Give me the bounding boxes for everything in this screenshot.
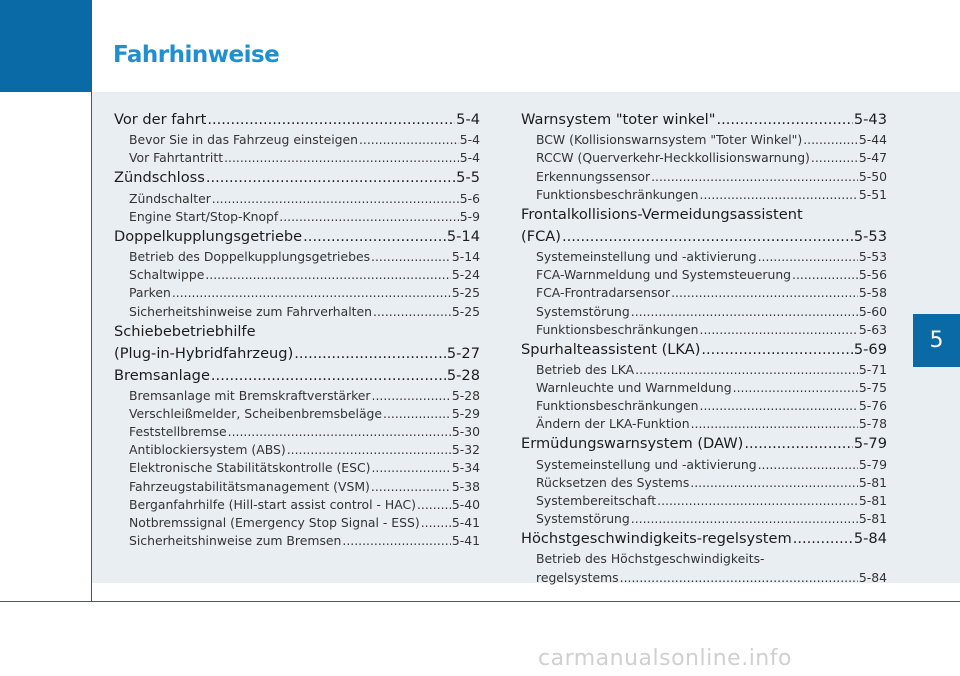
toc-entry-title: Zündschloss [114, 169, 205, 187]
chapter-number: 5 [929, 328, 944, 353]
toc-sub-entry[interactable] [521, 568, 887, 586]
toc-section-entry[interactable] [521, 226, 887, 248]
toc-sub-entry[interactable] [114, 284, 480, 302]
watermark: carmanualsonline.info [538, 646, 792, 671]
toc-section-entry[interactable] [521, 433, 887, 455]
toc-entry-title: FCA-Frontradarsensor [536, 285, 671, 301]
toc-section-entry[interactable] [114, 226, 480, 248]
toc-page-number: 5-24 [451, 267, 480, 283]
toc-entry-title: Verschleißmelder, Scheibenbremsbeläge [129, 405, 383, 421]
toc-dot-leader [700, 186, 858, 204]
toc-entry-title: Systemstörung [536, 511, 630, 527]
toc-dot-leader [620, 569, 858, 587]
toc-entry-title: Fahrzeugstabilitätsmanagement (VSM) [129, 478, 370, 494]
toc-entry-title: Bremsanlage [114, 366, 210, 384]
toc-entry-title: Systembereitschaft [536, 493, 657, 508]
toc-left-column [114, 109, 480, 550]
toc-sub-entry[interactable] [114, 514, 480, 532]
toc-sub-entry[interactable] [114, 532, 480, 550]
toc-dot-leader [371, 459, 450, 477]
toc-dot-leader [294, 343, 446, 365]
toc-sub-entry[interactable] [521, 266, 887, 284]
toc-dot-leader [671, 284, 858, 302]
toc-page-number: 5-4 [459, 132, 480, 148]
toc-entry-title: Berganfahrhilfe (Hill-start assist control - HAC) [129, 496, 416, 512]
toc-dot-leader [303, 226, 446, 248]
toc-page-number: 5-25 [451, 303, 480, 319]
toc-entry-title: Vor Fahrtantritt [129, 150, 224, 166]
toc-dot-leader [793, 528, 853, 550]
toc-entry-title: RCCW (Querverkehr-Heckkollisionswarnung) [536, 150, 810, 166]
toc-page-number: 5-51 [858, 186, 887, 202]
toc-page-number: 5-41 [451, 533, 480, 549]
toc-section-entry [521, 204, 887, 226]
toc-entry-title: Ermüdungswarnsystem (DAW) [521, 435, 744, 453]
toc-sub-entry[interactable] [521, 284, 887, 302]
toc-entry-title: Elektronische Stabilitätskontrolle (ESC) [129, 460, 371, 476]
toc-dot-leader [631, 510, 858, 528]
toc-sub-entry[interactable] [114, 302, 480, 320]
toc-sub-entry[interactable] [114, 387, 480, 405]
toc-dot-leader [657, 492, 858, 510]
toc-page-number: 5-47 [858, 150, 887, 166]
toc-dot-leader [716, 109, 852, 131]
toc-dot-leader [792, 266, 858, 284]
toc-entry-title: regelsystems [536, 569, 619, 585]
toc-page-number: 5-40 [451, 496, 480, 512]
toc-entry-title: Parken [129, 285, 171, 301]
toc-dot-leader [631, 303, 858, 321]
toc-entry-title: Systemeinstellung und -aktivierung [536, 248, 757, 264]
toc-page-number: 5-69 [853, 340, 887, 358]
toc-dot-leader [372, 387, 451, 405]
toc-sub-entry[interactable] [521, 248, 887, 266]
toc-entry-title: Warnsystem "toter winkel" [521, 111, 716, 128]
toc-entry-title: (FCA) [521, 227, 561, 245]
toc-sub-entry[interactable] [114, 459, 480, 477]
toc-entry-title: Funktionsbeschränkungen [536, 321, 699, 337]
toc-page-number: 5-60 [858, 303, 887, 319]
page-title: Fahrhinweise [113, 42, 280, 68]
toc-right-column [521, 109, 887, 587]
toc-dot-leader [635, 361, 858, 379]
toc-sub-entry[interactable] [521, 321, 887, 339]
toc-page-number: 5-27 [446, 344, 480, 362]
toc-entry-title: Ändern der LKA-Funktion [536, 416, 690, 432]
toc-entry-title: Betrieb des Doppelkupplungsgetriebes [129, 248, 371, 264]
toc-page-number: 5-34 [451, 460, 480, 476]
toc-entry-title: Betrieb des LKA [536, 361, 635, 377]
toc-page-number: 5-84 [853, 530, 887, 548]
toc-sub-entry[interactable] [521, 474, 887, 492]
toc-dot-leader [700, 321, 858, 339]
toc-entry-title: Zündschalter [129, 190, 211, 206]
toc-page-number: 5-28 [446, 366, 480, 384]
toc-dot-leader [279, 208, 458, 226]
toc-dot-leader [733, 379, 858, 397]
toc-entry-title: Doppelkupplungsgetriebe [114, 227, 303, 245]
toc-page-number: 5-32 [451, 442, 480, 458]
toc-dot-leader [228, 423, 451, 441]
toc-dot-leader [359, 131, 459, 149]
toc-sub-entry[interactable] [114, 189, 480, 207]
toc-section-entry[interactable] [521, 339, 887, 361]
toc-dot-leader [690, 474, 858, 492]
toc-dot-leader [744, 433, 853, 455]
toc-dot-leader [207, 109, 455, 131]
toc-dot-leader [758, 456, 858, 474]
toc-page-number: 5-38 [451, 478, 480, 494]
toc-dot-leader [287, 441, 451, 459]
toc-entry-title: (Plug-in-Hybridfahrzeug) [114, 344, 294, 362]
toc-entry-title: Spurhalteassistent (LKA) [521, 340, 701, 358]
toc-page-number: 5-4 [456, 111, 480, 128]
toc-page-number: 5-25 [451, 285, 480, 301]
toc-sub-entry[interactable] [114, 131, 480, 149]
toc-dot-leader [421, 514, 451, 532]
toc-sub-entry[interactable] [521, 455, 887, 473]
toc-dot-leader [383, 405, 451, 423]
toc-dot-leader [224, 149, 459, 167]
toc-page-number: 5-30 [451, 424, 480, 440]
toc-dot-leader [651, 168, 858, 186]
toc-section-entry[interactable] [521, 528, 887, 550]
toc-dot-leader [172, 284, 451, 302]
toc-section-entry [114, 321, 480, 343]
toc-dot-leader [205, 266, 451, 284]
toc-entry-title: Schiebebetriebhilfe [114, 322, 256, 340]
toc-sub-entry[interactable] [521, 149, 887, 167]
toc-page-number: 5-76 [858, 398, 887, 414]
toc-entry-title: Funktionsbeschränkungen [536, 186, 699, 202]
toc-entry-title: Vor der fahrt [114, 111, 207, 128]
toc-entry-title: Betrieb des Höchstgeschwindigkeits- [536, 551, 765, 567]
bottom-rule [0, 601, 960, 602]
toc-dot-leader [212, 190, 459, 208]
toc-page-number: 5-14 [446, 227, 480, 245]
toc-sub-entry[interactable] [521, 492, 887, 510]
toc-dot-leader [373, 303, 451, 321]
toc-section-entry[interactable] [521, 109, 887, 131]
toc-sub-entry[interactable] [521, 167, 887, 185]
toc-entry-title: Schaltwippe [129, 267, 205, 283]
toc-entry-title: Notbremssignal (Emergency Stop Signal - ESS) [129, 515, 420, 530]
toc-sub-entry[interactable] [114, 208, 480, 226]
toc-section-entry[interactable] [114, 365, 480, 387]
toc-entry-title: Sicherheitshinweise zum Fahrverhalten [129, 303, 373, 319]
toc-entry-title: Feststellbremse [129, 424, 227, 440]
toc-entry-title: FCA-Warnmeldung und Systemsteuerung [536, 267, 792, 283]
toc-sub-entry[interactable] [521, 361, 887, 379]
toc-page-number: 5-63 [858, 321, 887, 337]
toc-page-number: 5-9 [459, 208, 480, 224]
toc-page-number: 5-79 [853, 435, 887, 453]
toc-sub-entry[interactable] [114, 423, 480, 441]
toc-dot-leader [758, 248, 858, 266]
toc-section-entry[interactable] [114, 167, 480, 189]
toc-section-entry[interactable] [114, 109, 480, 131]
toc-dot-leader [811, 149, 858, 167]
toc-entry-title: Frontalkollisions-Vermeidungsassistent [521, 205, 803, 223]
toc-entry-title: Bevor Sie in das Fahrzeug einsteigen [129, 132, 358, 148]
toc-dot-leader [803, 131, 858, 149]
toc-entry-title: Bremsanlage mit Bremskraftverstärker [129, 387, 371, 403]
toc-page-number: 5-14 [451, 248, 480, 264]
toc-page-number: 5-75 [858, 380, 887, 396]
toc-page-number: 5-28 [451, 387, 480, 403]
toc-sub-entry[interactable] [521, 510, 887, 528]
toc-entry-title: Funktionsbeschränkungen [536, 398, 699, 414]
toc-sub-entry[interactable] [521, 397, 887, 415]
toc-dot-leader [371, 248, 451, 266]
toc-dot-leader [691, 415, 858, 433]
toc-dot-leader [700, 397, 858, 415]
toc-sub-entry[interactable] [521, 415, 887, 433]
toc-entry-title: Sicherheitshinweise zum Bremsen [129, 533, 342, 549]
toc-page-number: 5-43 [853, 111, 887, 128]
toc-entry-title: BCW (Kollisionswarnsystem "Toter Winkel") [536, 132, 803, 148]
toc-page-number: 5-81 [858, 474, 887, 490]
toc-page-number: 5-58 [858, 285, 887, 301]
toc-sub-entry[interactable] [114, 266, 480, 284]
toc-page-number: 5-81 [858, 493, 887, 508]
toc-dot-leader [342, 532, 450, 550]
toc-sub-entry[interactable] [114, 496, 480, 514]
toc-sub-entry [521, 550, 887, 568]
toc-page-number: 5-53 [853, 227, 887, 245]
toc-dot-leader [206, 167, 455, 189]
toc-dot-leader [562, 226, 853, 248]
toc-entry-title: Systemstörung [536, 303, 630, 319]
toc-entry-title: Warnleuchte und Warnmeldung [536, 380, 732, 396]
toc-page-number: 5-79 [858, 456, 887, 472]
toc-entry-title: Antiblockiersystem (ABS) [129, 442, 286, 458]
corner-block [0, 0, 92, 92]
toc-entry-title: Engine Start/Stop-Knopf [129, 208, 279, 224]
toc-page-number: 5-4 [459, 150, 480, 166]
chapter-tab[interactable] [913, 314, 960, 367]
toc-sub-entry[interactable] [114, 477, 480, 495]
toc-sub-entry[interactable] [114, 405, 480, 423]
toc-page-number: 5-41 [451, 515, 480, 530]
toc-sub-entry[interactable] [521, 131, 887, 149]
toc-entry-title: Rücksetzen des Systems [536, 474, 690, 490]
toc-page-number: 5-71 [858, 361, 887, 377]
toc-sub-entry[interactable] [114, 441, 480, 459]
toc-sub-entry[interactable] [521, 302, 887, 320]
toc-section-entry[interactable] [114, 343, 480, 365]
toc-page-number: 5-44 [858, 132, 887, 148]
toc-page-number: 5-29 [451, 405, 480, 421]
toc-page-number: 5-78 [858, 416, 887, 432]
toc-page-number: 5-81 [858, 511, 887, 527]
toc-page-number: 5-5 [456, 169, 480, 187]
toc-sub-entry[interactable] [114, 248, 480, 266]
toc-page-number: 5-84 [858, 569, 887, 585]
toc-page-number: 5-6 [459, 190, 480, 206]
toc-entry-title: Erkennungssensor [536, 168, 651, 184]
toc-dot-leader [701, 339, 852, 361]
toc-page-number: 5-53 [858, 248, 887, 264]
toc-sub-entry[interactable] [114, 149, 480, 167]
toc-dot-leader [417, 496, 451, 514]
toc-sub-entry[interactable] [521, 186, 887, 204]
toc-page-number: 5-50 [858, 168, 887, 184]
toc-dot-leader [371, 478, 451, 496]
toc-sub-entry[interactable] [521, 379, 887, 397]
toc-dot-leader [211, 365, 446, 387]
toc-page-number: 5-56 [858, 267, 887, 283]
toc-entry-title: Systemeinstellung und -aktivierung [536, 456, 757, 472]
toc-entry-title: Höchstgeschwindigkeits-regelsystem [521, 530, 792, 548]
